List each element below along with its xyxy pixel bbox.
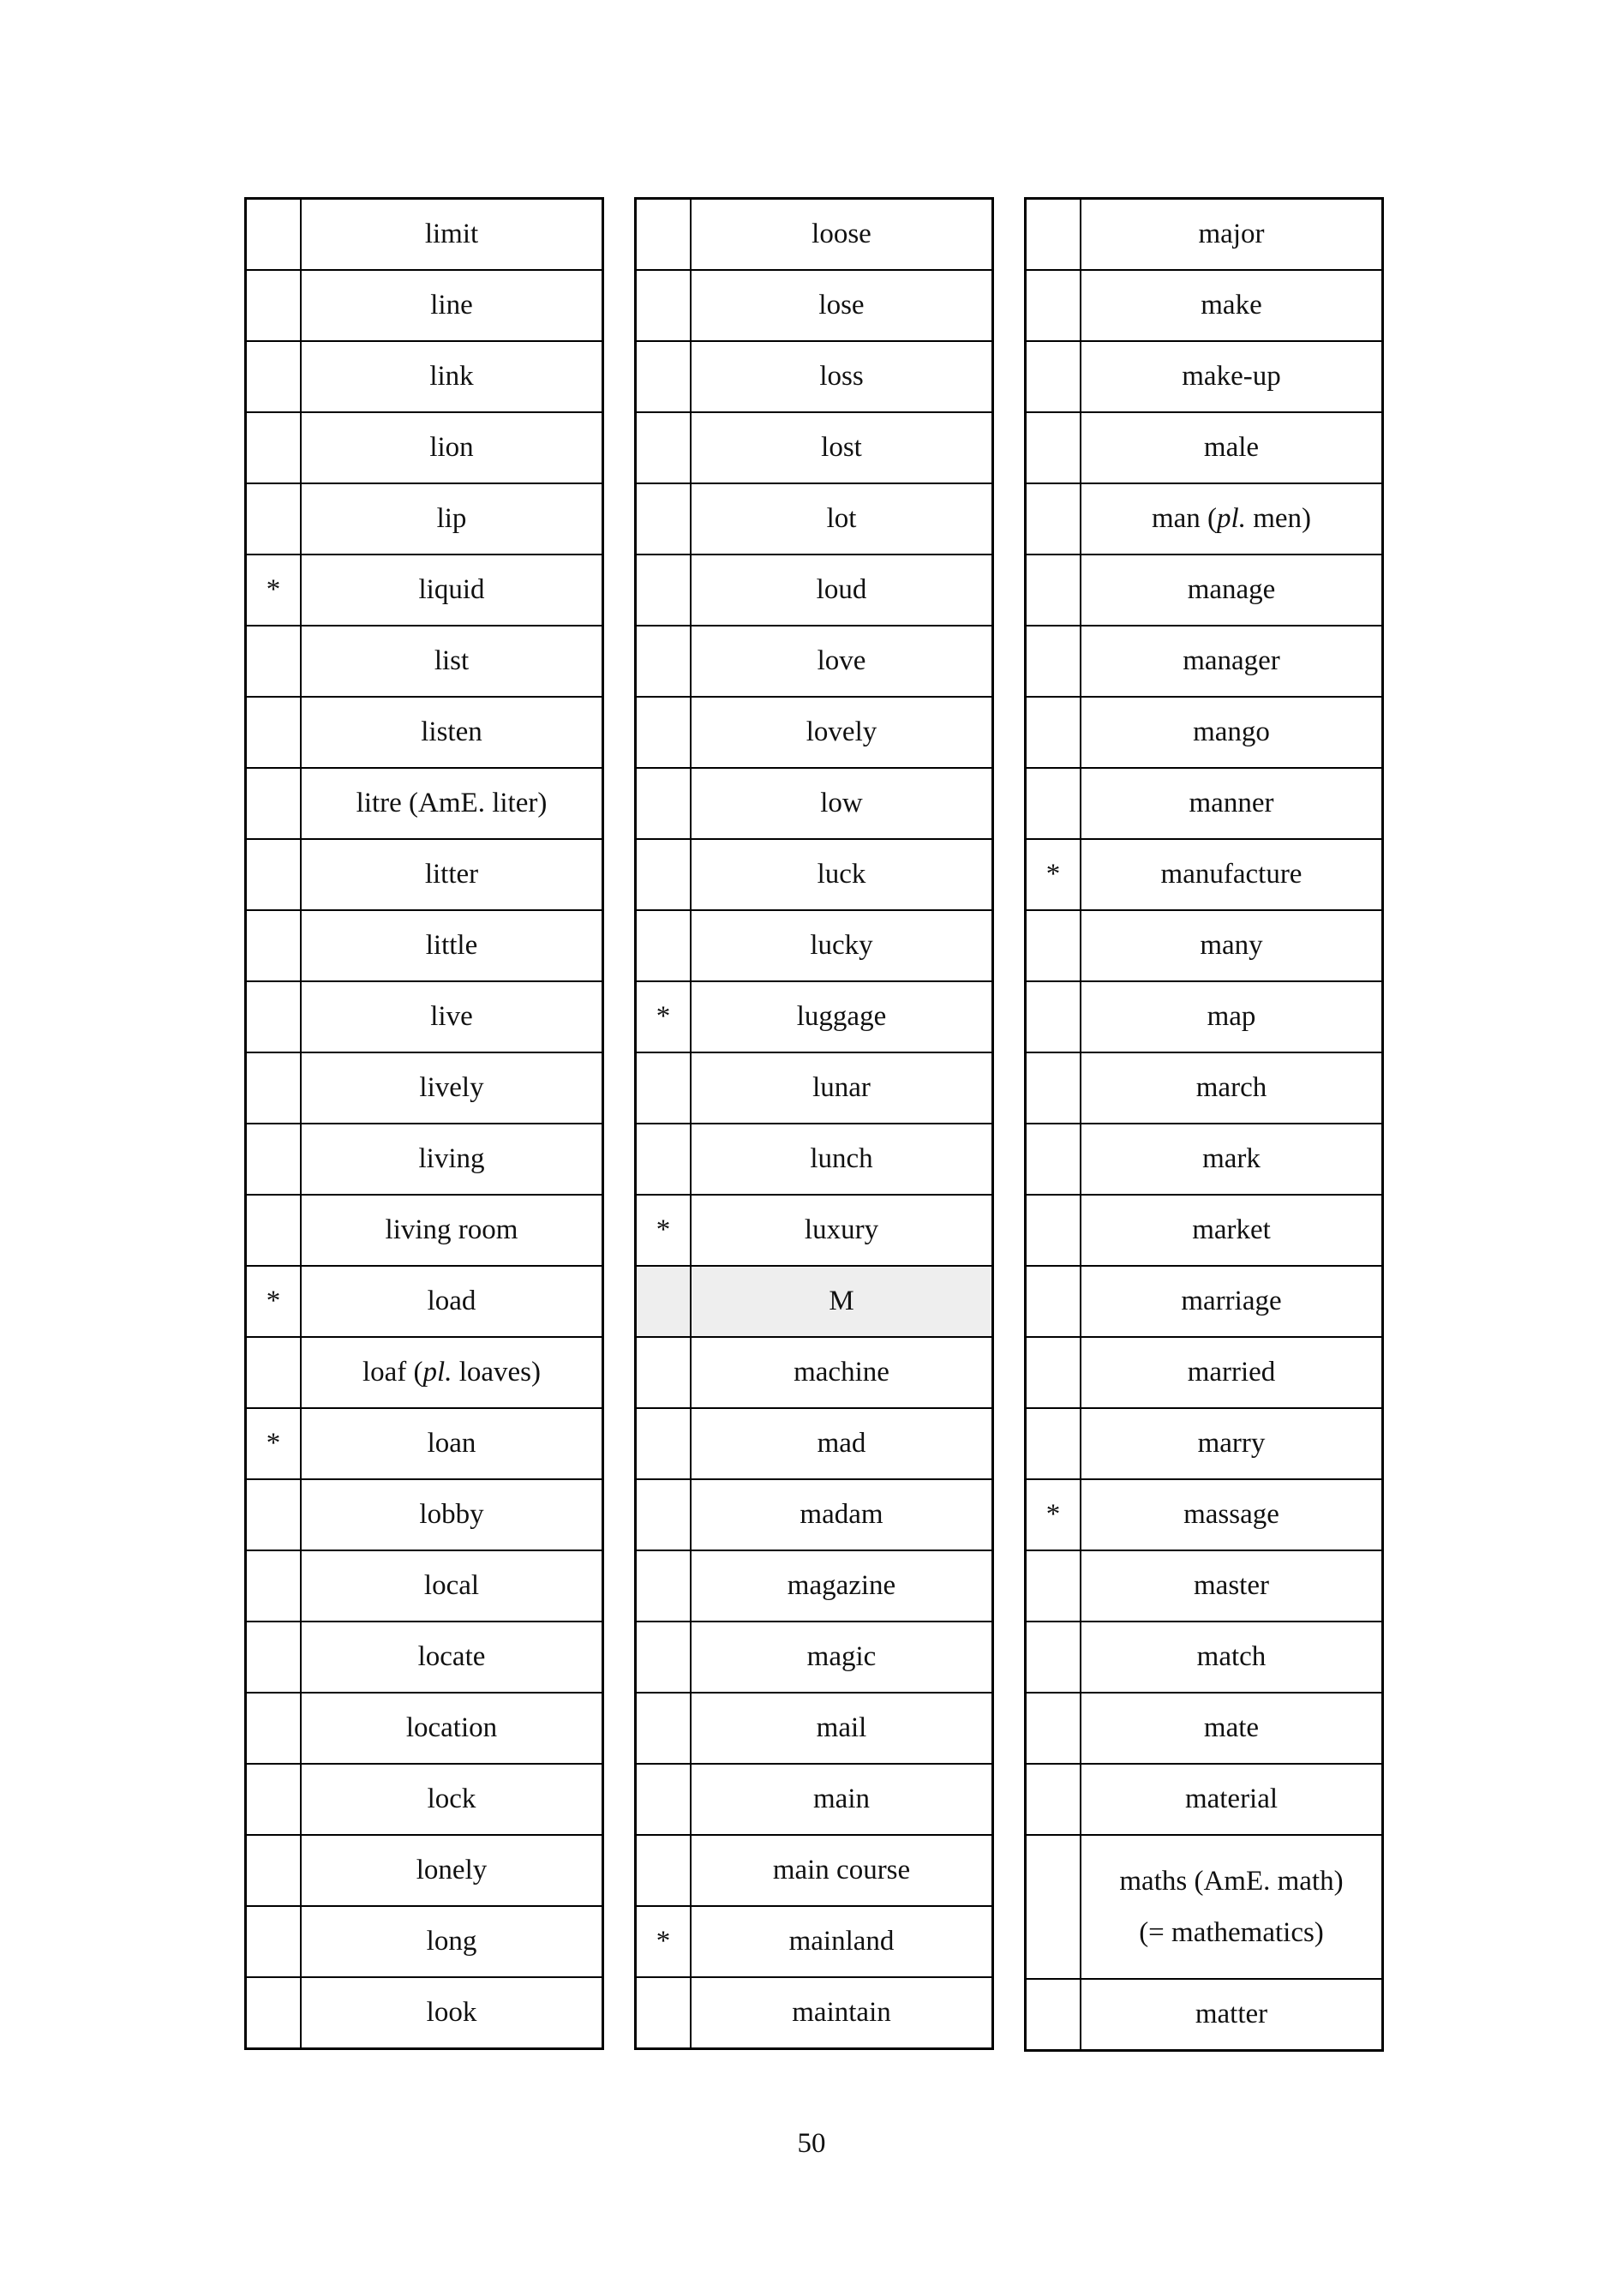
word-cell: luggage	[691, 981, 993, 1052]
word-cell: lovely	[691, 697, 993, 768]
word-row	[246, 483, 603, 555]
asterisk-mark-cell	[636, 341, 692, 412]
asterisk-mark-cell	[636, 270, 692, 341]
word-cell: magic	[691, 1622, 993, 1693]
word-cell: listen	[301, 697, 603, 768]
asterisk-mark-cell	[636, 483, 692, 555]
word-cell: material	[1081, 1764, 1383, 1835]
word-cell: mainland	[691, 1906, 993, 1977]
word-cell: local	[301, 1550, 603, 1622]
word-row	[1026, 1124, 1383, 1195]
word-row	[636, 1835, 993, 1906]
word-cell: litre (AmE. liter)	[301, 768, 603, 839]
word-cell: love	[691, 626, 993, 697]
asterisk-mark-cell	[1026, 1693, 1081, 1764]
word-cell: male	[1081, 412, 1383, 483]
asterisk-mark-cell	[246, 981, 302, 1052]
asterisk-mark-cell	[1026, 768, 1081, 839]
asterisk-mark-cell	[636, 1622, 692, 1693]
asterisk-mark-cell	[246, 626, 302, 697]
word-cell: manager	[1081, 626, 1383, 697]
word-cell: loaf (pl. loaves)	[301, 1337, 603, 1408]
page-number: 50	[797, 2128, 826, 2159]
word-cell: many	[1081, 910, 1383, 981]
word-row	[1026, 1479, 1383, 1550]
asterisk-mark-cell	[246, 1337, 302, 1408]
word-row	[246, 1622, 603, 1693]
word-cell: long	[301, 1906, 603, 1977]
word-cell: market	[1081, 1195, 1383, 1266]
word-cell: lucky	[691, 910, 993, 981]
asterisk-mark-cell	[246, 1764, 302, 1835]
word-cell: litter	[301, 839, 603, 910]
word-cell: main	[691, 1764, 993, 1835]
word-cell: mango	[1081, 697, 1383, 768]
asterisk-mark-cell	[636, 697, 692, 768]
word-row	[246, 839, 603, 910]
word-row	[636, 1693, 993, 1764]
asterisk-mark-cell	[636, 1977, 692, 2049]
word-row	[636, 412, 993, 483]
asterisk-mark-cell	[246, 1693, 302, 1764]
word-cell: married	[1081, 1337, 1383, 1408]
word-cell: luxury	[691, 1195, 993, 1266]
word-cell: low	[691, 768, 993, 839]
asterisk-mark-cell	[246, 1550, 302, 1622]
asterisk-mark-cell	[636, 1337, 692, 1408]
word-cell: marry	[1081, 1408, 1383, 1479]
word-row	[636, 1550, 993, 1622]
asterisk-mark-cell	[1026, 1979, 1081, 2051]
word-cell: load	[301, 1266, 603, 1337]
word-row	[1026, 697, 1383, 768]
word-row	[1026, 555, 1383, 626]
asterisk-mark-cell: *	[246, 1266, 302, 1337]
word-row	[246, 1195, 603, 1266]
asterisk-mark-cell	[246, 1622, 302, 1693]
section-header-row	[636, 1266, 993, 1337]
word-row	[1026, 1835, 1383, 1979]
word-row	[636, 1977, 993, 2049]
word-row	[636, 555, 993, 626]
asterisk-mark-cell: *	[246, 1408, 302, 1479]
word-row	[246, 555, 603, 626]
word-cell: loud	[691, 555, 993, 626]
word-row	[1026, 981, 1383, 1052]
asterisk-mark-cell	[246, 199, 302, 271]
asterisk-mark-cell	[246, 697, 302, 768]
word-cell: lose	[691, 270, 993, 341]
asterisk-mark-cell: *	[636, 1195, 692, 1266]
asterisk-mark-cell	[1026, 1266, 1081, 1337]
word-cell: mark	[1081, 1124, 1383, 1195]
asterisk-mark-cell	[1026, 270, 1081, 341]
word-row	[246, 1764, 603, 1835]
word-cell: loss	[691, 341, 993, 412]
word-cell: lost	[691, 412, 993, 483]
asterisk-mark-cell	[636, 1052, 692, 1124]
word-row	[636, 1479, 993, 1550]
word-row	[636, 1408, 993, 1479]
asterisk-mark-cell	[1026, 199, 1081, 271]
word-row	[246, 697, 603, 768]
word-row	[246, 626, 603, 697]
word-row	[636, 1124, 993, 1195]
word-cell: living	[301, 1124, 603, 1195]
word-cell: limit	[301, 199, 603, 271]
word-cell: manner	[1081, 768, 1383, 839]
asterisk-mark-cell	[636, 626, 692, 697]
asterisk-mark-cell	[1026, 555, 1081, 626]
word-row	[246, 199, 603, 271]
word-row	[1026, 1052, 1383, 1124]
asterisk-mark-cell	[246, 1479, 302, 1550]
asterisk-mark-cell	[1026, 1124, 1081, 1195]
word-row	[636, 1622, 993, 1693]
asterisk-mark-cell: *	[1026, 839, 1081, 910]
word-row	[246, 1693, 603, 1764]
asterisk-mark-cell	[636, 1408, 692, 1479]
word-cell: link	[301, 341, 603, 412]
asterisk-mark-cell	[636, 839, 692, 910]
word-row	[246, 1337, 603, 1408]
word-table-column-3	[1024, 197, 1384, 2052]
asterisk-mark-cell	[246, 270, 302, 341]
word-cell: mail	[691, 1693, 993, 1764]
word-row	[1026, 341, 1383, 412]
asterisk-mark-cell	[246, 1835, 302, 1906]
word-cell: loan	[301, 1408, 603, 1479]
asterisk-mark-cell	[1026, 1195, 1081, 1266]
asterisk-mark-cell	[1026, 1337, 1081, 1408]
word-cell: locate	[301, 1622, 603, 1693]
word-row	[246, 1906, 603, 1977]
asterisk-mark-cell	[1026, 981, 1081, 1052]
word-row	[1026, 483, 1383, 555]
word-row	[1026, 1764, 1383, 1835]
asterisk-mark-cell	[246, 1124, 302, 1195]
word-row	[1026, 1195, 1383, 1266]
asterisk-mark-cell	[1026, 412, 1081, 483]
word-cell: marriage	[1081, 1266, 1383, 1337]
word-cell: maths (AmE. math) (= mathematics)	[1081, 1835, 1383, 1979]
word-row	[636, 1052, 993, 1124]
word-row	[1026, 1693, 1383, 1764]
asterisk-mark-cell	[1026, 341, 1081, 412]
word-row	[246, 412, 603, 483]
word-table-column-2	[634, 197, 994, 2050]
word-cell: master	[1081, 1550, 1383, 1622]
asterisk-mark-cell	[1026, 1408, 1081, 1479]
word-cell: match	[1081, 1622, 1383, 1693]
word-row	[246, 1052, 603, 1124]
asterisk-mark-cell	[636, 1479, 692, 1550]
word-row	[1026, 1337, 1383, 1408]
word-row	[1026, 270, 1383, 341]
asterisk-mark-cell	[246, 483, 302, 555]
asterisk-mark-cell	[636, 1693, 692, 1764]
word-cell: lot	[691, 483, 993, 555]
asterisk-mark-cell	[636, 1550, 692, 1622]
word-cell: lunar	[691, 1052, 993, 1124]
word-row	[636, 910, 993, 981]
word-cell: manage	[1081, 555, 1383, 626]
word-cell: location	[301, 1693, 603, 1764]
word-cell: machine	[691, 1337, 993, 1408]
asterisk-mark-cell	[246, 1906, 302, 1977]
word-cell: lock	[301, 1764, 603, 1835]
word-cell: live	[301, 981, 603, 1052]
asterisk-mark-cell	[246, 412, 302, 483]
asterisk-mark-cell	[636, 555, 692, 626]
word-cell: look	[301, 1977, 603, 2049]
asterisk-mark-cell	[1026, 626, 1081, 697]
word-row	[636, 1337, 993, 1408]
word-cell: manufacture	[1081, 839, 1383, 910]
asterisk-mark-cell: *	[246, 555, 302, 626]
asterisk-mark-cell	[246, 1052, 302, 1124]
word-cell: main course	[691, 1835, 993, 1906]
word-row	[636, 199, 993, 271]
word-row	[636, 768, 993, 839]
word-cell: luck	[691, 839, 993, 910]
word-cell: list	[301, 626, 603, 697]
asterisk-mark-cell: *	[1026, 1479, 1081, 1550]
asterisk-mark-cell	[1026, 483, 1081, 555]
word-row	[636, 981, 993, 1052]
asterisk-mark-cell	[1026, 1622, 1081, 1693]
word-row	[1026, 1979, 1383, 2051]
word-row	[636, 626, 993, 697]
asterisk-mark-cell: *	[636, 1906, 692, 1977]
word-row	[1026, 910, 1383, 981]
word-row	[636, 839, 993, 910]
asterisk-mark-cell	[636, 412, 692, 483]
word-table-column-1	[244, 197, 604, 2050]
word-row	[636, 697, 993, 768]
section-letter: M	[691, 1266, 993, 1337]
word-cell: lively	[301, 1052, 603, 1124]
word-row	[1026, 839, 1383, 910]
word-cell: mate	[1081, 1693, 1383, 1764]
word-row	[246, 1479, 603, 1550]
asterisk-mark-cell	[1026, 1052, 1081, 1124]
asterisk-mark-cell	[636, 910, 692, 981]
asterisk-mark-cell	[246, 910, 302, 981]
asterisk-mark-cell	[1026, 1550, 1081, 1622]
asterisk-mark-cell	[636, 199, 692, 271]
word-row	[246, 1124, 603, 1195]
asterisk-mark-cell	[246, 839, 302, 910]
asterisk-mark-cell	[636, 768, 692, 839]
word-cell: magazine	[691, 1550, 993, 1622]
asterisk-mark-cell	[1026, 1764, 1081, 1835]
asterisk-mark-cell	[1026, 697, 1081, 768]
word-row	[1026, 1550, 1383, 1622]
word-row	[1026, 1266, 1383, 1337]
asterisk-mark-cell	[1026, 1835, 1081, 1979]
asterisk-mark-cell	[246, 768, 302, 839]
word-row	[1026, 1408, 1383, 1479]
word-row	[1026, 412, 1383, 483]
word-cell: liquid	[301, 555, 603, 626]
asterisk-mark-cell	[636, 1764, 692, 1835]
word-row	[1026, 1622, 1383, 1693]
word-cell: man (pl. men)	[1081, 483, 1383, 555]
word-cell: matter	[1081, 1979, 1383, 2051]
word-row	[246, 1550, 603, 1622]
word-row	[636, 1195, 993, 1266]
word-cell: living room	[301, 1195, 603, 1266]
word-row	[1026, 199, 1383, 271]
asterisk-mark-cell	[636, 1124, 692, 1195]
word-row	[636, 1764, 993, 1835]
asterisk-mark-cell	[636, 1266, 692, 1337]
word-row	[246, 981, 603, 1052]
word-cell: major	[1081, 199, 1383, 271]
word-row	[246, 1408, 603, 1479]
word-cell: make	[1081, 270, 1383, 341]
asterisk-mark-cell	[246, 1195, 302, 1266]
word-row	[246, 1977, 603, 2049]
word-cell: lonely	[301, 1835, 603, 1906]
word-row	[1026, 768, 1383, 839]
word-row	[246, 910, 603, 981]
word-row	[246, 768, 603, 839]
word-row	[246, 1266, 603, 1337]
word-cell: map	[1081, 981, 1383, 1052]
word-cell: lobby	[301, 1479, 603, 1550]
word-cell: lunch	[691, 1124, 993, 1195]
word-row	[636, 1906, 993, 1977]
word-cell: make-up	[1081, 341, 1383, 412]
asterisk-mark-cell	[1026, 910, 1081, 981]
word-row	[636, 341, 993, 412]
asterisk-mark-cell: *	[636, 981, 692, 1052]
word-row	[246, 1835, 603, 1906]
word-cell: little	[301, 910, 603, 981]
word-cell: lip	[301, 483, 603, 555]
asterisk-mark-cell	[636, 1835, 692, 1906]
word-cell: massage	[1081, 1479, 1383, 1550]
word-cell: lion	[301, 412, 603, 483]
word-cell: maintain	[691, 1977, 993, 2049]
word-cell: line	[301, 270, 603, 341]
word-cell: march	[1081, 1052, 1383, 1124]
word-row	[246, 270, 603, 341]
asterisk-mark-cell	[246, 341, 302, 412]
word-row	[636, 270, 993, 341]
word-cell: mad	[691, 1408, 993, 1479]
word-row	[636, 483, 993, 555]
asterisk-mark-cell	[246, 1977, 302, 2049]
word-cell: madam	[691, 1479, 993, 1550]
word-row	[246, 341, 603, 412]
word-row	[1026, 626, 1383, 697]
word-cell: loose	[691, 199, 993, 271]
